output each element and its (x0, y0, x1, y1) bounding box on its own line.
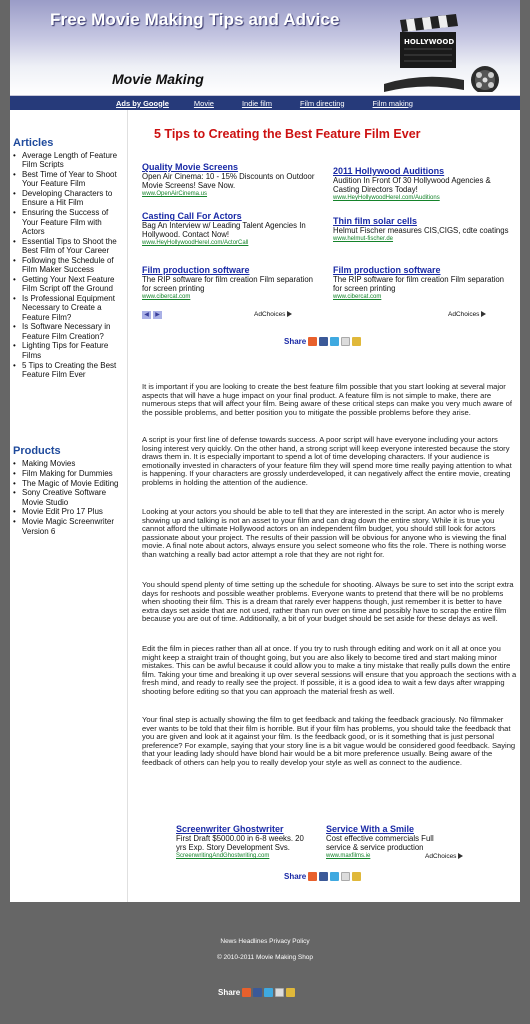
share-label[interactable]: Share (218, 988, 241, 997)
share-plus-icon[interactable] (242, 988, 251, 997)
ad-description: Audition In Front Of 30 Hollywood Agencies & Casting Directors Today! (333, 176, 491, 195)
email-icon[interactable] (341, 872, 350, 881)
share-plus-icon[interactable] (308, 872, 317, 881)
site-subtitle: Movie Making (112, 71, 204, 87)
next-arrow-icon[interactable]: ▶ (153, 311, 162, 319)
product-item[interactable]: • Film Making for Dummies (12, 469, 126, 478)
footer-copyright: © 2010-2011 Movie Making Shop (216, 954, 314, 961)
article-item[interactable]: • Ensuring the Success of Your Feature Film with Actors (12, 208, 126, 236)
article-item[interactable]: • Following the Schedule of Film Maker Success (12, 256, 126, 275)
article-item[interactable]: • Is Software Necessary in Feature Film Creation? (12, 322, 126, 341)
ad-url[interactable]: www.OpenAirCinema.us (142, 191, 208, 198)
articles-heading: Articles (13, 137, 54, 149)
article-item[interactable]: • 5 Tips to Creating the Best Feature Film Ever (12, 361, 126, 380)
clapper-text: HOLLYWOOD (404, 38, 455, 46)
ad-url[interactable]: www.maxfilms.ie (326, 853, 371, 860)
adchoices-icon (287, 311, 292, 317)
article-item[interactable]: • Best Time of Year to Shoot Your Feature Film (12, 170, 126, 189)
site-footer (0, 902, 530, 1024)
products-list (12, 459, 126, 536)
footer-links[interactable]: News Headlines Privacy Policy (220, 938, 310, 945)
ad-unit[interactable] (333, 166, 513, 202)
product-item[interactable]: • The Magic of Movie Editing (12, 479, 126, 488)
article-item[interactable]: • Lighting Tips for Feature Films (12, 341, 126, 360)
article-paragraph: Your final step is actually showing the film to get feedback and taking the feedback graciously. No filmmaker ever wants to be told that their film is horrible. But if your film has problems, you should take the feedback that you are given and look at it against your film. Is the feedback good, or is it something that is just personal preference? For example, saying that your story line is a bit vague would be considered good feedback. Saying that your leading lady should have blond hair would be a bit more preference usually. Being aware of the feedback of others can help you to really develop your style as well as connect to the audience. (142, 715, 516, 767)
prev-arrow-icon[interactable]: ◀ (142, 311, 151, 319)
ad-unit[interactable] (333, 216, 513, 243)
adchoices-icon (458, 853, 463, 859)
print-icon[interactable] (352, 337, 361, 346)
facebook-icon[interactable] (319, 872, 328, 881)
article-paragraph: A script is your first line of defense towards success. A poor script will have everyone including your actors losing interest very quickly. On the other hand, a strong script will keep everyone interested because the story draws them in. It is especially important to spend a lot of time developing characters. If your audience is emotionally invested in characters of your feature film they will spend more time really paying attention to what is happening. If your characters are grossly underdeveloped, it can negatively affect the entire movie, creating problems in holding the attention of the audience. (142, 435, 512, 487)
ad-url[interactable]: www.helmut-fischer.de (333, 236, 394, 243)
top-nav (10, 96, 520, 110)
ad-url[interactable]: www.cibercat.com (142, 294, 191, 301)
ad-description: Open Air Cinema: 10 - 15% Discounts on Outdoor Movie Screens! Save Now. (142, 172, 315, 191)
ad-unit[interactable] (333, 265, 513, 301)
adchoices-link[interactable] (254, 311, 292, 318)
adchoices-label: AdChoices (254, 311, 286, 318)
ad-title[interactable]: Service With a Smile (326, 824, 414, 834)
ad-title[interactable]: Casting Call For Actors (142, 211, 242, 221)
print-icon[interactable] (286, 988, 295, 997)
share-label[interactable]: Share (284, 872, 307, 881)
ad-title[interactable]: Screenwriter Ghostwriter (176, 824, 284, 834)
ad-pager (142, 311, 162, 319)
article-item[interactable]: • Is Professional Equipment Necessary to Create a Feature Film? (12, 294, 126, 322)
ad-url[interactable]: www.HeyHollywoodHereI.com/Auditions (333, 195, 440, 202)
ad-description: Helmut Fischer measures CIS,CIGS, cdte coatings (333, 226, 509, 235)
footer-share-bar[interactable] (218, 988, 295, 997)
nav-link-indie-film[interactable]: Indie film (241, 98, 272, 108)
print-icon[interactable] (352, 872, 361, 881)
ad-description: The RIP software for film creation Film separation for screen printing (333, 275, 505, 294)
email-icon[interactable] (275, 988, 284, 997)
clapperboard-icon (396, 14, 460, 70)
facebook-icon[interactable] (319, 337, 328, 346)
facebook-icon[interactable] (253, 988, 262, 997)
share-label[interactable]: Share (284, 337, 307, 346)
ad-url[interactable]: ScreenwritingAndGhostwriting.com (176, 853, 270, 860)
product-item[interactable]: • Movie Edit Pro 17 Plus (12, 507, 126, 516)
ad-description: Bag An Interview w/ Leading Talent Agencies In Hollywood. Contact Now! (142, 221, 306, 240)
product-item[interactable]: • Sony Creative Software Movie Studio (12, 488, 126, 507)
content-wrapper (10, 110, 520, 902)
site-header (10, 0, 520, 96)
ad-title[interactable]: 2011 Hollywood Auditions (333, 166, 445, 176)
product-item[interactable]: • Making Movies (12, 459, 126, 468)
ad-unit[interactable] (142, 211, 317, 247)
ad-unit[interactable] (142, 162, 317, 198)
article-item[interactable]: • Developing Characters to Ensure a Hit Film (12, 189, 126, 208)
products-heading: Products (13, 445, 61, 457)
ad-title[interactable]: Thin film solar cells (333, 216, 418, 226)
film-strip-icon (384, 70, 464, 92)
ads-by-google-link[interactable]: Ads by Google (116, 98, 169, 108)
nav-link-movie[interactable]: Movie (193, 98, 214, 108)
article-item[interactable]: • Average Length of Feature Film Scripts (12, 151, 126, 170)
adchoices-label: AdChoices (448, 311, 480, 318)
ad-description: Cost effective commercials Full service & service production (326, 834, 434, 853)
adchoices-link[interactable] (448, 311, 486, 318)
product-item[interactable]: • Movie Magic Screenwriter Version 6 (12, 517, 126, 536)
ad-unit[interactable] (176, 824, 316, 860)
ad-description: The RIP software for film creation Film separation for screen printing (142, 275, 314, 294)
main-content (132, 110, 520, 902)
ad-url[interactable]: www.HeyHollywoodHereI.com/ActorCall (142, 240, 249, 247)
twitter-icon[interactable] (264, 988, 273, 997)
article-item[interactable]: • Getting Your Next Feature Film Script off the Ground (12, 275, 126, 294)
ad-title[interactable]: Film production software (333, 265, 441, 275)
site-title[interactable]: Free Movie Making Tips and Advice (50, 10, 340, 29)
ad-title[interactable]: Film production software (142, 265, 250, 275)
adchoices-label: AdChoices (425, 853, 457, 860)
article-paragraph: You should spend plenty of time setting up the schedule for shooting. Always be sure to set into the script extra days for reshoots and possible weather problems. Everyone wants to pretend that there will be no problems when shooting their film. This is a dream that rarely ever happens though, just remember it is better to have extra days set aside that are not used, rather than run over on time and possibly have to scrap the entire film because you are out of time. Additionally, a bit of your budget should be set aside for these delays as well. (142, 580, 514, 624)
twitter-icon[interactable] (330, 337, 339, 346)
article-paragraph: It is important if you are looking to create the best feature film possible that you start looking at several major aspects that will have a huge impact on your final product. A feature film is not simple to make, there are numerous steps that will affect your film. Being aware of these critical steps can make you very much aware of the possible problems, and better position you to mitigate the possible problems before they arise. (142, 382, 513, 417)
adchoices-icon (481, 311, 486, 317)
sidebar (10, 110, 128, 902)
article-item[interactable]: • Essential Tips to Shoot the Best Film of Your Career (12, 237, 126, 256)
nav-link-film-making[interactable]: Film making (372, 98, 413, 108)
ad-title[interactable]: Quality Movie Screens (142, 162, 239, 172)
ad-url[interactable]: www.cibercat.com (333, 294, 382, 301)
twitter-icon[interactable] (330, 872, 339, 881)
article-paragraph: Edit the film in pieces rather than all at once. If you try to rush through editing and work on it all at once you might keep a straight train of thought going, but you are also likely to become tired and start making minor mistakes. This can be awful because it could allow you to make a tiny mistake that really pulls down the entire film. Taking your time and breaking it up over several sessions will ensure that you approach the sections with a fresh mind, and ready to really see the project. If possible, it is a good idea to wait a few days after wrapping shooting before editing so that you can approach the material fresh as well. (142, 644, 517, 696)
article-paragraph: Looking at your actors you should be able to tell that they are interested in the script. An actor who is merely showing up and talking is not an asset to your film and can drag down the entire story. While it is true you cannot afford the ultimate Hollywood actors on an independent film budget, you should still look for actors passionate about your project. The results of their passion will be obvious for anyone who is viewing the final movie. A final note about actors, always ensure you select someone who fits the role. There is nothing worse than watching a really bad actor attempt a role that they are not right for. (142, 507, 507, 559)
nav-link-film-directing[interactable]: Film directing (299, 98, 345, 108)
article-title: 5 Tips to Creating the Best Feature Film Ever (154, 127, 421, 141)
share-bar[interactable] (284, 872, 361, 881)
share-plus-icon[interactable] (308, 337, 317, 346)
ad-unit[interactable] (142, 265, 317, 301)
articles-list (12, 151, 126, 380)
email-icon[interactable] (341, 337, 350, 346)
ad-description: First Draft $5000.00 in 6-8 weeks. 20 yrs Exp. Story Development Svs. (176, 834, 304, 853)
share-bar[interactable] (284, 337, 361, 346)
adchoices-link[interactable] (425, 853, 463, 860)
film-reel-icon (458, 60, 512, 92)
